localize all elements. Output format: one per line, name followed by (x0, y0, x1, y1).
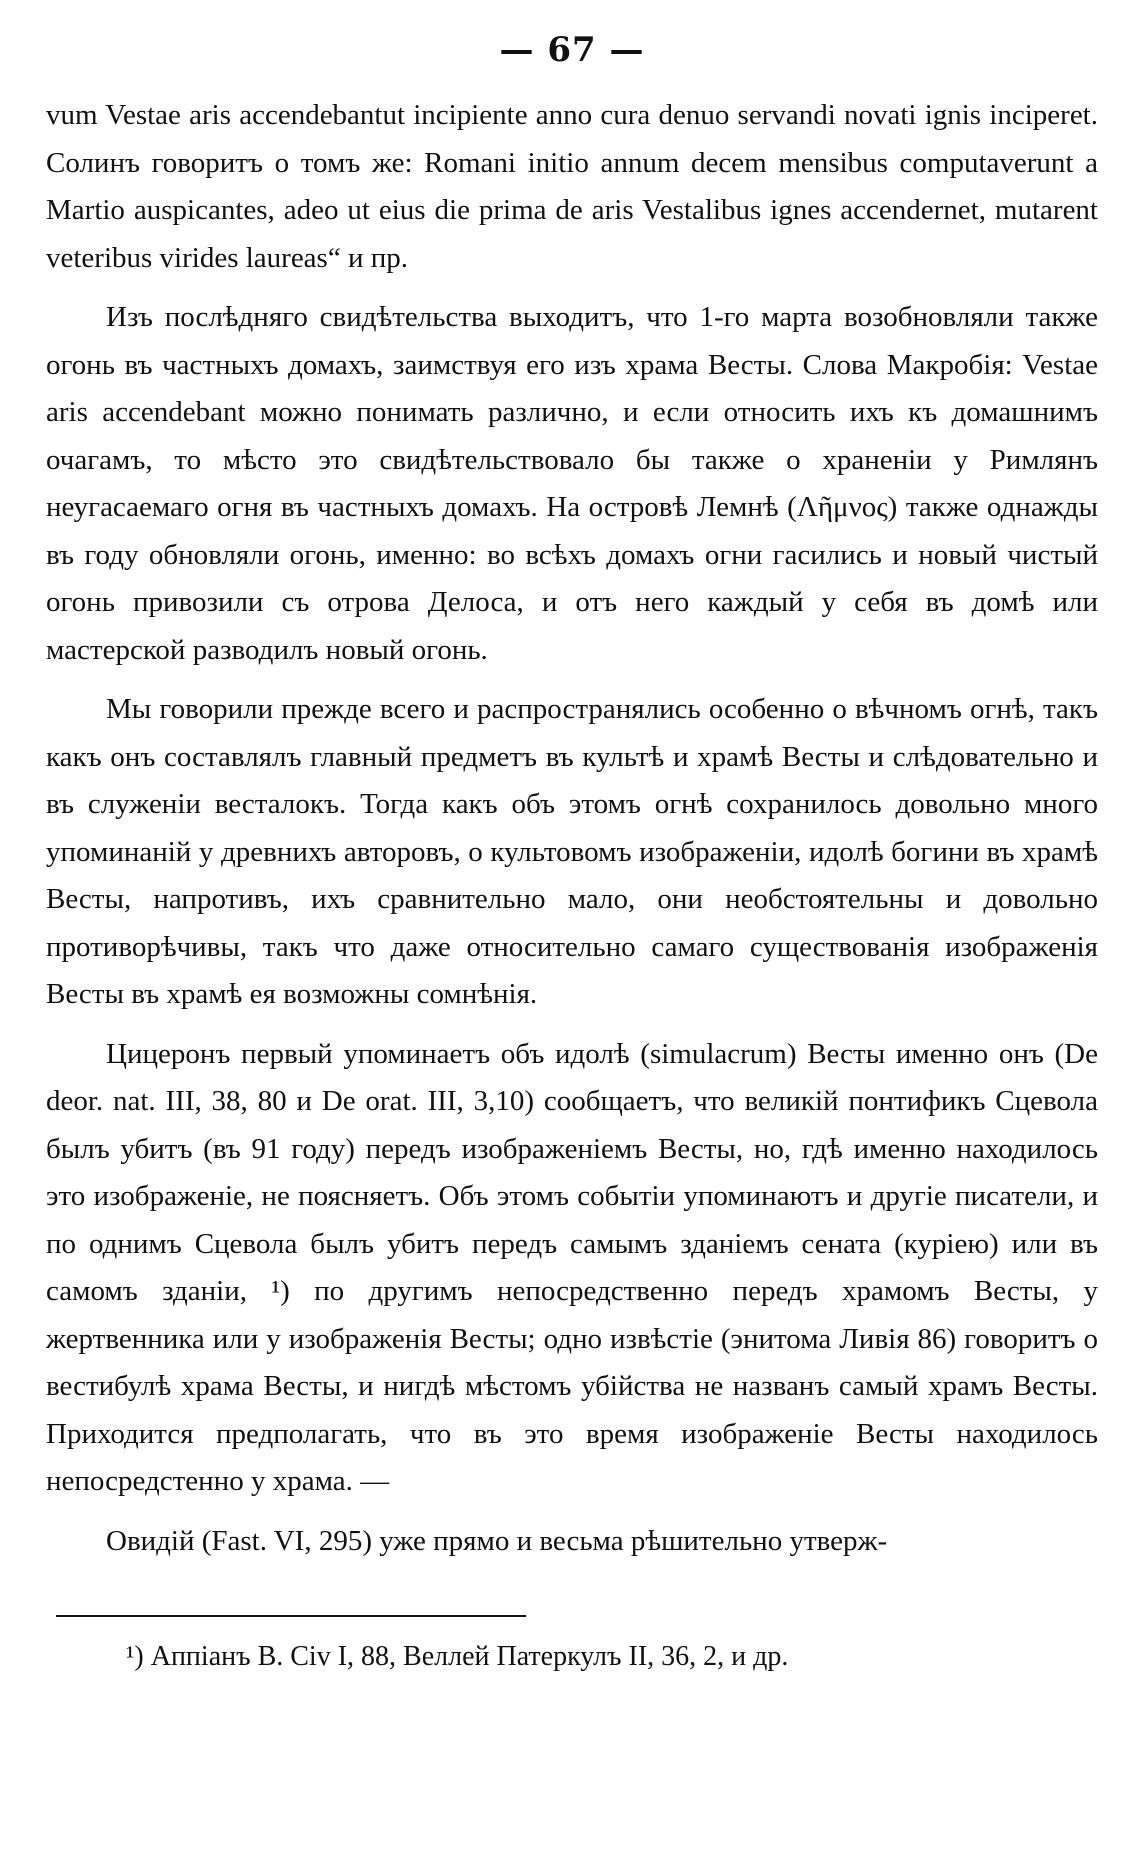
page-number: — 67 — (499, 30, 645, 70)
paragraph-2: Изъ послѣдняго свидѣтельства выходитъ, что 1-го марта возобновляли также огонь въ частныхъ домахъ, заимствуя его изъ храма Весты. Слова Макробія: Vestae aris accendebant можно понимать различно, и если относить ихъ къ домашнимъ очагамъ, то мѣсто это свидѣтельствовало бы также о храненіи у Римлянъ неугасаемаго огня въ частныхъ домахъ. На островѣ Лемнѣ (Λῆμνος) также однажды въ году обновляли огонь, именно: во всѣхъ домахъ огни гасились и новый чистый огонь привозили съ отрова Делоса, и отъ него каждый у себя въ домѣ или мастерской разводилъ новый огонь. (46, 301, 1098, 666)
paragraph-1: vum Vestae aris accendebantut incipiente anno cura denuo servandi novati ignis inciperet. Солинъ говоритъ о томъ же: Romani initio annum decem mensibus computaverunt a Martio auspicantes, adeo ut eius die prima de aris Vestalibus ignes accendernet, mutarent veteribus virides laureas“ и пр. (46, 99, 1098, 274)
footnote-divider (56, 1615, 526, 1617)
footnote: ¹) Аппіанъ B. Civ I, 88, Веллей Патеркулъ II, 36, 2, и др. (126, 1641, 789, 1672)
paragraph-4: Цицеронъ первый упоминаетъ объ идолѣ (simulacrum) Весты именно онъ (De deor. nat. III, 38, 80 и De orat. III, 3,10) сообщаетъ, что великій понтификъ Сцевола былъ убитъ (въ 91 году) передъ изображеніемъ Весты, но, гдѣ именно находилось это изображеніе, не поясняетъ. Объ этомъ событіи упоминаютъ и другіе писатели, и по однимъ Сцевола былъ убитъ передъ самымъ зданіемъ сената (куріею) или въ самомъ зданіи, ¹) по другимъ непосредственно передъ храмомъ Весты, у жертвенника или у изображенія Весты; одно извѣстіе (энитома Ливія 86) говоритъ о вестибулѣ храма Весты, и нигдѣ мѣстомъ убійства не названъ самый храмъ Весты. Приходится предполагать, что въ это время изображеніе Весты находилось непосредстенно у храма. — (46, 1037, 1098, 1497)
body-text (46, 92, 1098, 1565)
paragraph-3: Мы говорили прежде всего и распространялись особенно о вѣчномъ огнѣ, такъ какъ онъ составлялъ главный предметъ въ культѣ и храмѣ Весты и слѣдовательно и въ служеніи весталокъ. Тогда какъ объ этомъ огнѣ сохранилось довольно много упоминаній у древнихъ авторовъ, о культовомъ изображеніи, идолѣ богини въ храмѣ Весты, напротивъ, ихъ сравнительно мало, они необстоятельны и довольно противорѣчивы, такъ что даже относительно самаго существованія изображенія Весты въ храмѣ ея возможны сомнѣнія. (46, 693, 1098, 1010)
paragraph-5: Овидій (Fast. VI, 295) уже прямо и весьма рѣшительно утверж- (106, 1524, 888, 1557)
